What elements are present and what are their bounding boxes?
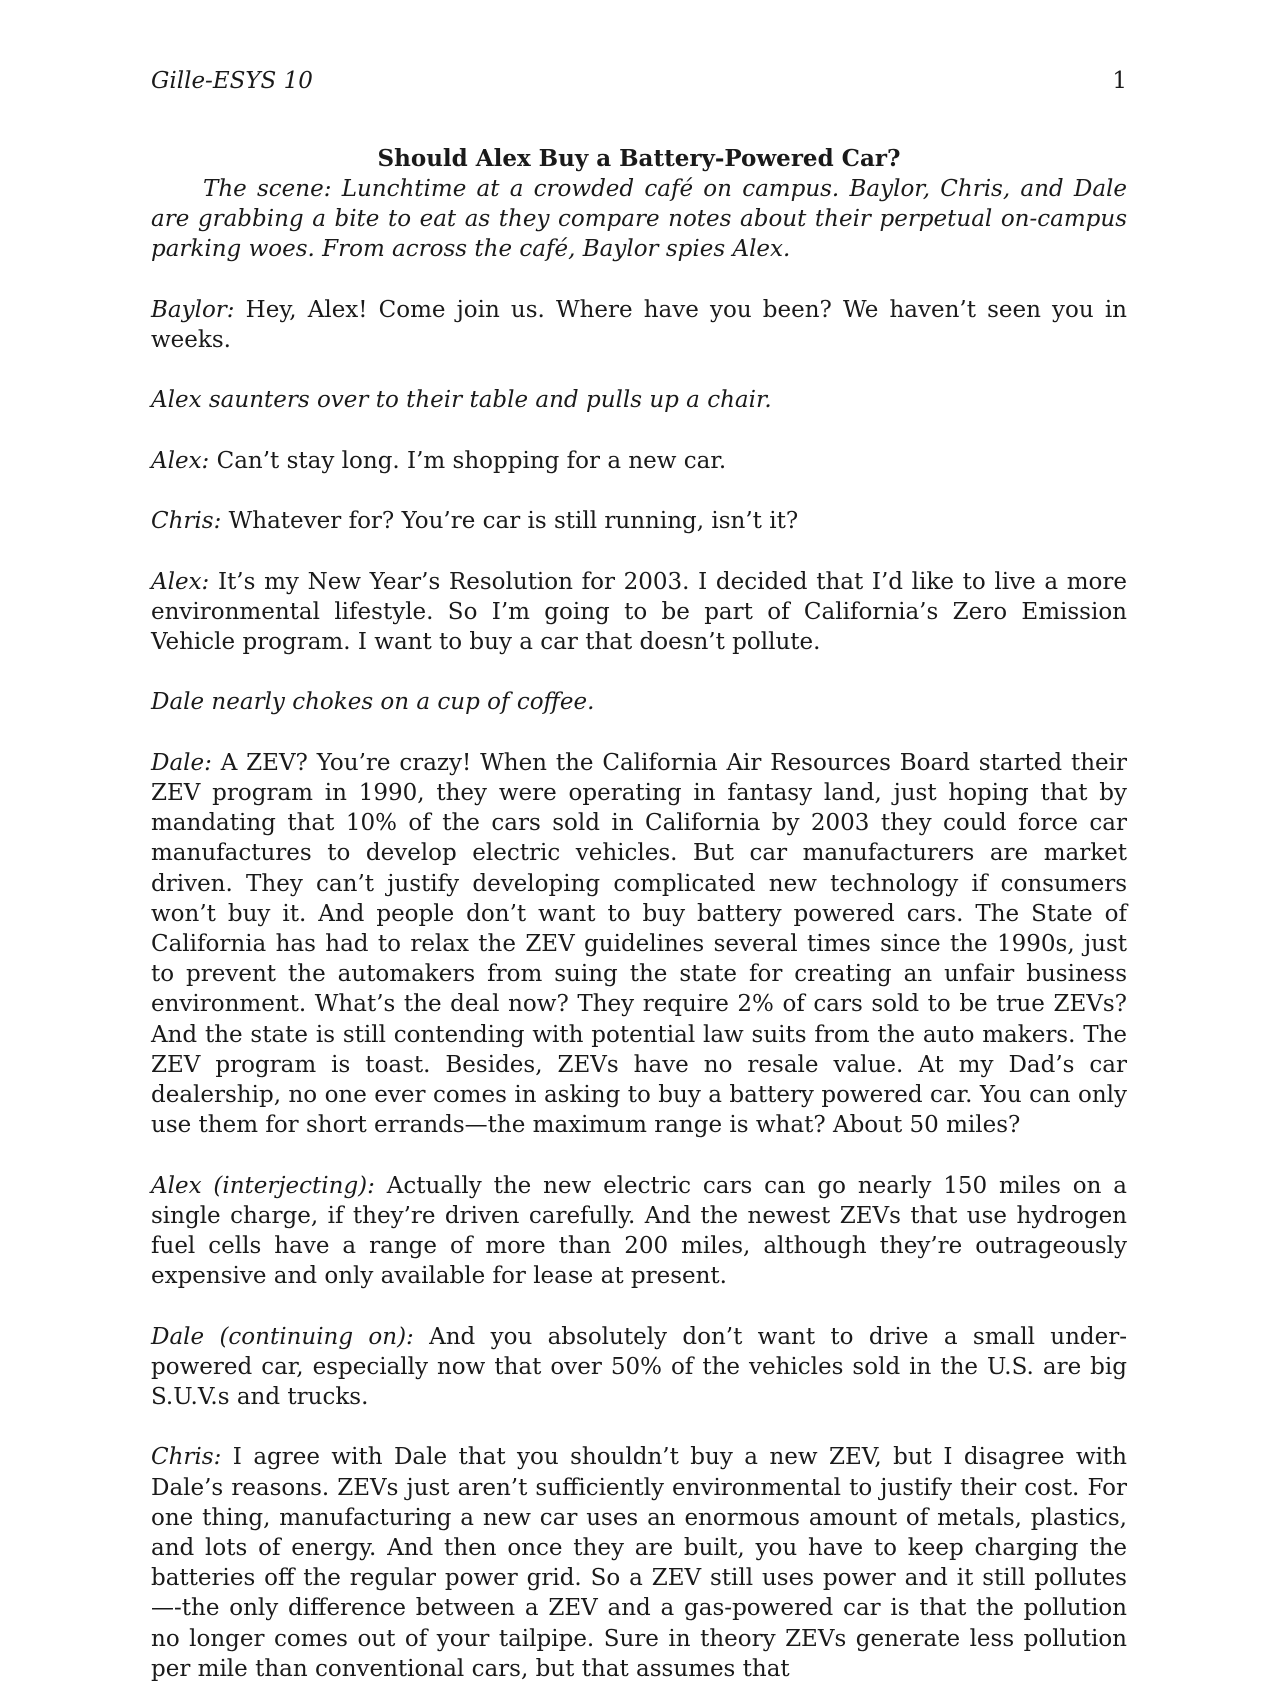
speaker-label: Alex: xyxy=(151,447,210,474)
dialogue-text: Whatever for? You’re car is still running, isn’t it? xyxy=(221,508,799,535)
dialogue-text: Actually the new electric cars can go nearly 150 miles on a single charge, if they’re driven carefully. And the newest ZEVs that use hydrogen fuel cells have a range of more than 200 miles, although they’re outrageously expensive and only available for lease at present. xyxy=(151,1172,1127,1290)
dialogue-text: Can’t stay long. I’m shopping for a new car. xyxy=(209,447,727,474)
dialogue-baylor-1 xyxy=(151,295,1127,355)
dialogue-alex-1 xyxy=(151,446,1127,476)
speaker-label: Chris: xyxy=(151,1444,222,1471)
scene-description: The scene: Lunchtime at a crowded café on campus. Baylor, Chris, and Dale are grabbing a bite to eat as they compare notes about their perpetual on-campus parking woes. From across the café, Baylor spies Alex. xyxy=(151,176,1127,263)
dialogue-text: Hey, Alex! Come join us. Where have you been? We haven’t seen you in weeks. xyxy=(151,296,1127,353)
dialogue-dale-2 xyxy=(151,1322,1127,1413)
stage-direction-2: Dale nearly chokes on a cup of coffee. xyxy=(151,689,595,716)
course-label: Gille-ESYS 10 xyxy=(151,68,313,94)
stage-direction-1: Alex saunters over to their table and pulls up a chair. xyxy=(151,387,772,414)
document-title: Should Alex Buy a Battery-Powered Car? xyxy=(377,145,901,172)
speaker-label: Alex: xyxy=(151,568,210,595)
speaker-label: Dale: xyxy=(151,749,212,776)
dialogue-text: A ZEV? You’re crazy! When the California Air Resources Board started their ZEV program in 1990, they were operating in fantasy land, just hoping that by mandating that 10% of the cars sold in California by 2003 they could force car manufactures to develop electric vehicles. But car manufacturers are market driven. They can’t justify developing complicated new technology if consumers won’t buy it. And people don’t want to buy battery powered cars. The State of California has had to relax the ZEV guidelines several times since the 1990s, just to prevent the automakers from suing the state for creating an unfair business environment. What’s the deal now? They require 2% of cars sold to be true ZEVs? And the state is still contending with potential law suits from the auto makers. The ZEV program is toast. Besides, ZEVs have no resale value. At my Dad’s car dealership, no one ever comes in asking to buy a battery powered car. You can only use them for short errands—the maximum range is what? About 50 miles? xyxy=(151,749,1127,1139)
page-number: 1 xyxy=(1112,68,1127,94)
dialogue-text: It’s my New Year’s Resolution for 2003. I decided that I’d like to live a more environmental lifestyle. So I’m going to be part of California’s Zero Emission Vehicle program. I want to buy a car that doesn’t pollute. xyxy=(151,568,1127,655)
speaker-label: Dale (continuing on): xyxy=(151,1323,414,1350)
document-page xyxy=(151,66,1127,1684)
speaker-label: Chris: xyxy=(151,508,222,535)
running-header xyxy=(151,66,1127,96)
dialogue-text: And you absolutely don’t want to drive a small under-powered car, especially now that over 50% of the vehicles sold in the U.S. are big S.U.V.s and trucks. xyxy=(151,1323,1127,1410)
dialogue-text: I agree with Dale that you shouldn’t buy a new ZEV, but I disagree with Dale’s reasons. ZEVs just aren’t sufficiently environmental to justify their cost. For one thing, manufacturing a new car uses an enormous amount of metals, plastics, and lots of energy. And then once they are built, you have to keep charging the batteries off the regular power grid. So a ZEV still uses power and it still pollutes—-the only difference between a ZEV and a gas-powered car is that the pollution no longer comes out of your tailpipe. Sure in theory ZEVs generate less pollution per mile than conventional cars, but that assumes that xyxy=(151,1444,1127,1682)
speaker-label: Baylor: xyxy=(151,296,235,323)
speaker-label: Alex (interjecting): xyxy=(151,1172,375,1199)
dialogue-alex-3 xyxy=(151,1171,1127,1292)
dialogue-alex-2 xyxy=(151,567,1127,658)
dialogue-chris-1 xyxy=(151,506,1127,536)
dialogue-chris-2 xyxy=(151,1442,1127,1684)
dialogue-dale-1 xyxy=(151,748,1127,1141)
